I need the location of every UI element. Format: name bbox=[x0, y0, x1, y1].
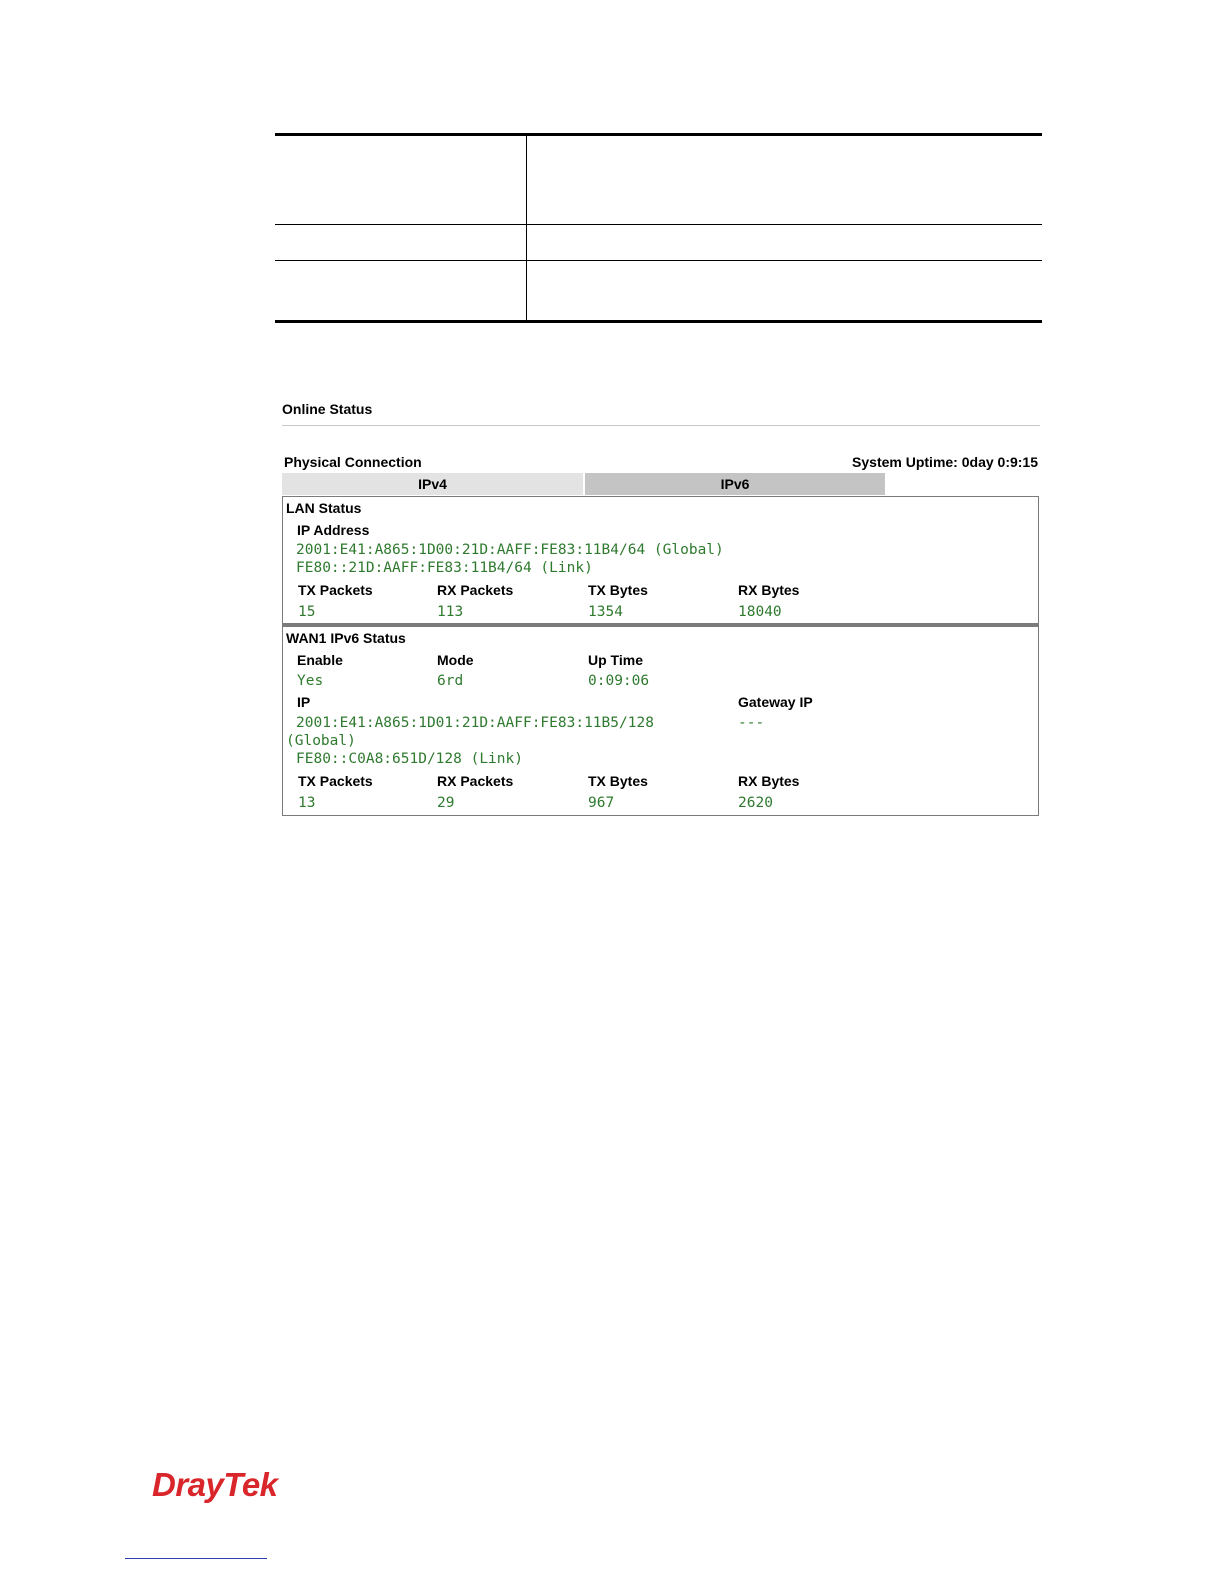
wan-status-title: WAN1 IPv6 Status bbox=[286, 630, 406, 646]
wan-rx-bytes-header: RX Bytes bbox=[738, 773, 800, 789]
logo-dray: Dray bbox=[152, 1466, 224, 1503]
lan-status-panel bbox=[282, 496, 1039, 624]
wan1-ipv6-status-panel bbox=[282, 624, 1039, 816]
wan-rx-packets-header: RX Packets bbox=[437, 773, 514, 789]
wan-mode-header: Mode bbox=[437, 652, 474, 668]
table-top-rule bbox=[275, 133, 1042, 136]
wan-ip-link: FE80::C0A8:651D/128 (Link) bbox=[296, 751, 523, 767]
footer-link-underline bbox=[125, 1558, 267, 1559]
logo-tek: Tek bbox=[223, 1466, 278, 1503]
ip-address-label: IP Address bbox=[297, 522, 370, 538]
lan-rx-bytes-header: RX Bytes bbox=[738, 582, 800, 598]
lan-ip-link: FE80::21D:AAFF:FE83:11B4/64 (Link) bbox=[296, 560, 593, 576]
lan-tx-bytes-value: 1354 bbox=[588, 604, 623, 620]
wan-enable-header: Enable bbox=[297, 652, 343, 668]
system-uptime: System Uptime: 0day 0:9:15 bbox=[852, 454, 1038, 470]
document-table bbox=[275, 133, 1042, 323]
wan-gateway-label: Gateway IP bbox=[738, 694, 813, 710]
table-bottom-rule bbox=[275, 320, 1042, 323]
draytek-logo bbox=[152, 1466, 278, 1504]
wan-enable-value: Yes bbox=[297, 673, 324, 689]
wan-uptime-header: Up Time bbox=[588, 652, 643, 668]
lan-rx-packets-value: 113 bbox=[437, 604, 464, 620]
lan-status-title: LAN Status bbox=[286, 500, 362, 516]
wan-rx-bytes-value: 2620 bbox=[738, 795, 773, 811]
tab-ipv4[interactable]: IPv4 bbox=[282, 473, 583, 495]
tab-ipv6[interactable]: IPv6 bbox=[585, 473, 885, 495]
lan-rx-packets-header: RX Packets bbox=[437, 582, 514, 598]
lan-rx-bytes-value: 18040 bbox=[738, 604, 782, 620]
wan-tx-bytes-header: TX Bytes bbox=[588, 773, 648, 789]
wan-tx-packets-value: 13 bbox=[298, 795, 316, 811]
wan-tx-bytes-value: 967 bbox=[588, 795, 615, 811]
lan-tx-packets-value: 15 bbox=[298, 604, 316, 620]
lan-tx-bytes-header: TX Bytes bbox=[588, 582, 648, 598]
wan-mode-value: 6rd bbox=[437, 673, 464, 689]
wan-ip-label: IP bbox=[297, 694, 311, 710]
table-column-divider bbox=[526, 136, 527, 321]
lan-ip-global: 2001:E41:A865:1D00:21D:AAFF:FE83:11B4/64 (Global) bbox=[296, 542, 724, 558]
wan-rx-packets-value: 29 bbox=[437, 795, 455, 811]
lan-tx-packets-header: TX Packets bbox=[298, 582, 373, 598]
title-divider bbox=[282, 425, 1040, 426]
wan-tx-packets-header: TX Packets bbox=[298, 773, 373, 789]
wan-ip-global: 2001:E41:A865:1D01:21D:AAFF:FE83:11B5/128 bbox=[296, 715, 654, 731]
page-title: Online Status bbox=[282, 401, 373, 417]
wan-ip-global-suffix: (Global) bbox=[286, 733, 356, 749]
wan-gateway-value: --- bbox=[738, 715, 765, 731]
table-row-divider bbox=[275, 260, 1042, 261]
physical-connection-label: Physical Connection bbox=[284, 454, 422, 470]
table-row-divider bbox=[275, 224, 1042, 225]
wan-uptime-value: 0:09:06 bbox=[588, 673, 650, 689]
